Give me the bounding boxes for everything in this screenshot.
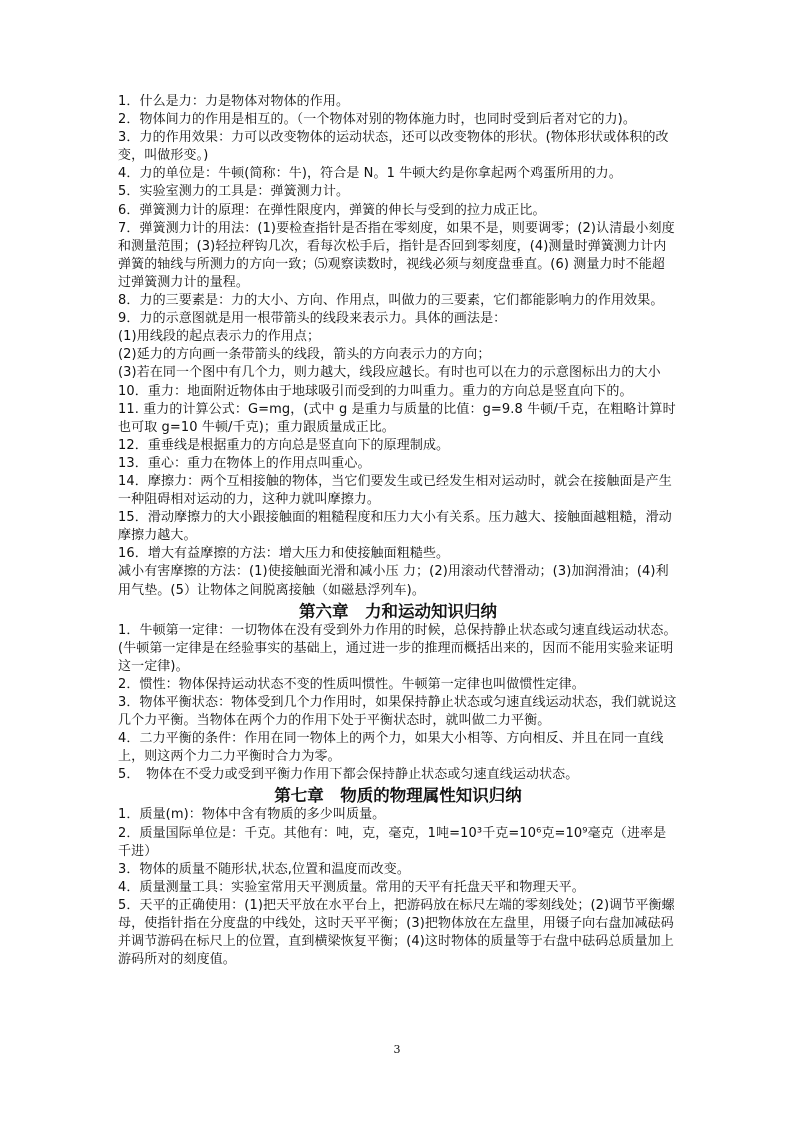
item-16-reduce-friction: 减小有害摩擦的方法：(1)使接触面光滑和减小压 力；(2)用滚动代替滑动；(3)加润滑油；(4)利用气垫。(5）让物体之间脱离接触（如磁悬浮列车)。 — [118, 564, 669, 598]
item-10-gravity: 10．重力：地面附近物体由于地球吸引而受到的力叫重力。重力的方向总是竖直向下的。 — [118, 383, 633, 399]
item-9-step-1: (1)用线段的起点表示力的作用点； — [118, 329, 321, 345]
ch6-item-4-balance-conditions: 4．二力平衡的条件：作用在同一物体上的两个力，如果大小相等、方向相反、并且在同一直线上，则这两个力二力平衡时合力为零。 — [118, 731, 664, 765]
item-16-increase-friction: 16．增大有益摩擦的方法：增大压力和使接触面粗糙些。 — [118, 546, 450, 562]
item-11-gravity-formula: 11. 重力的计算公式：G=mg，(式中 g 是重力与质量的比值：g=9.8 牛顿/千克，在粗略计算时也可取 g=10 牛顿/千克)；重力跟质量成正比。 — [118, 401, 676, 435]
item-4-force-unit: 4．力的单位是：牛顿(简称：牛)，符合是 N。1 牛顿大约是你拿起两个鸡蛋所用的力。 — [118, 166, 622, 182]
ch6-item-1-newton-first-law: 1．牛顿第一定律：一切物体在没有受到外力作用的时候，总保持静止状态或匀速直线运动状态。(牛顿第一定律是在经验事实的基础上，通过进一步的推理而概括出来的，因而不能用实验来证明这一定律)。 — [118, 622, 677, 674]
item-13-center-of-gravity: 13．重心：重力在物体上的作用点叫重心。 — [118, 455, 371, 471]
ch7-item-4-mass-tools: 4．质量测量工具：实验室常用天平测质量。常用的天平有托盘天平和物理天平。 — [118, 879, 585, 895]
ch7-item-5-balance-usage: 5．天平的正确使用：(1)把天平放在水平台上，把游码放在标尺左端的零刻线处；(2)调节平衡螺母，使指针指在分度盘的中线处，这时天平平衡；(3)把物体放在左盘里，用镊子向右盘加减砝码并调节游码在标尺上的位置，直到横梁恢复平衡；(4)这时物体的质量等于右盘中砝码总质量加上游码所对的刻度值。 — [118, 897, 675, 968]
page-number: 3 — [393, 1043, 401, 1056]
item-7-spring-usage: 7．弹簧测力计的用法：(1)要检查指针是否指在零刻度，如果不是，则要调零；(2)认清最小刻度和测量范围；(3)轻拉秤钩几次，看每次松手后，指针是否回到零刻度，(4)测量时弹簧测力计内弹簧的轴线与所测力的方向一致；⑸观察读数时，视线必须与刻度盘垂直。(6) 测量力时不能超过弹簧测力计的量程。 — [118, 220, 675, 290]
item-12-plumb-line: 12．重垂线是根据重力的方向总是竖直向下的原理制成。 — [118, 437, 450, 453]
item-2-mutual-force: 2．物体间力的作用是相互的。（一个物体对别的物体施力时，也同时受到后者对它的力)。 — [118, 112, 636, 128]
item-15-sliding-friction: 15．滑动摩擦力的大小跟接触面的粗糙程度和压力大小有关系。压力越大、接触面越粗糙，滑动摩擦力越大。 — [118, 510, 672, 544]
item-9-step-3: (3)若在同一个图中有几个力，则力越大，线段应越长。有时也可以在力的示意图标出力的大小 — [118, 365, 661, 381]
document-body — [118, 93, 678, 969]
item-5-force-tool: 5．实验室测力的工具是：弹簧测力计。 — [118, 184, 350, 200]
ch7-item-2-mass-units: 2．质量国际单位是：千克。其他有：吨，克，毫克，1吨=10³千克=10⁶克=10⁹毫克（进率是千进） — [118, 825, 667, 859]
item-14-friction: 14．摩擦力：两个互相接触的物体，当它们要发生或已经发生相对运动时，就会在接触面是产生一种阻碍相对运动的力，这种力就叫摩擦力。 — [118, 473, 672, 508]
ch6-item-2-inertia: 2．惯性：物体保持运动状态不变的性质叫惯性。牛顿第一定律也叫做惯性定律。 — [118, 676, 585, 692]
ch7-item-3-mass-invariance: 3．物体的质量不随形状,状态,位置和温度而改变。 — [118, 861, 410, 877]
ch7-item-1-mass: 1．质量(m)：物体中含有物质的多少叫质量。 — [118, 807, 386, 823]
item-3-force-effects: 3．力的作用效果：力可以改变物体的运动状态，还可以改变物体的形状。(物体形状或体积的改变，叫做形变。) — [118, 130, 669, 164]
ch6-item-3-equilibrium: 3．物体平衡状态：物体受到几个力作用时，如果保持静止状态或匀速直线运动状态，我们就说这几个力平衡。当物体在两个力的作用下处于平衡状态时，就叫做二力平衡。 — [118, 695, 677, 729]
item-8-three-elements: 8．力的三要素是：力的大小、方向、作用点，叫做力的三要素，它们都能影响力的作用效果。 — [118, 293, 664, 309]
item-9-force-diagram: 9．力的示意图就是用一根带箭头的线段来表示力。具体的画法是： — [118, 311, 507, 327]
ch6-item-5-balanced-force: 5． 物体在不受力或受到平衡力作用下都会保持静止状态或匀速直线运动状态。 — [118, 767, 579, 783]
chapter-6-heading: 第六章 力和运动知识归纳 — [299, 601, 497, 621]
chapter-7-heading: 第七章 物质的物理属性知识归纳 — [274, 786, 522, 806]
item-1-what-is-force: 1．什么是力：力是物体对物体的作用。 — [118, 94, 350, 109]
item-9-step-2: (2)延力的方向画一条带箭头的线段，箭头的方向表示力的方向； — [118, 347, 491, 363]
item-6-spring-principle: 6．弹簧测力计的原理：在弹性限度内，弹簧的伸长与受到的拉力成正比。 — [118, 202, 546, 218]
